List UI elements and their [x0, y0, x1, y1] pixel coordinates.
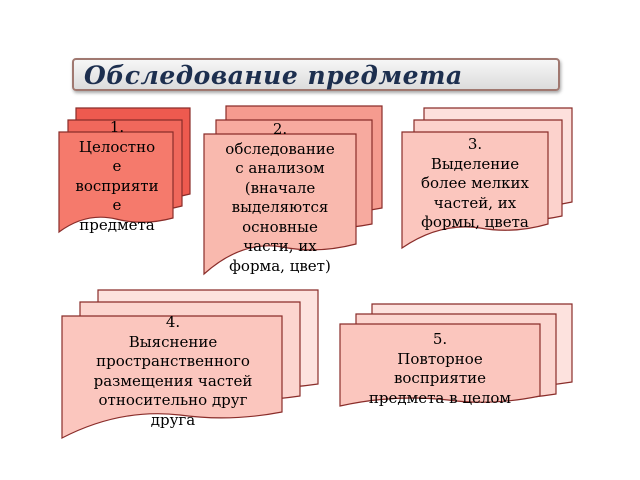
- step-4-card-stack: [60, 288, 320, 444]
- step-5-card-stack: [338, 302, 574, 412]
- step-2-card-stack: [202, 104, 384, 288]
- diagram-title: Обследование предмета: [84, 61, 463, 90]
- step-3-card-stack: [400, 106, 574, 256]
- step-4-text: 4. Выяснение пространственного размещения частей относительно друг друга: [93, 313, 253, 429]
- step-2-text: 2. обследование с анализом (вначале выделяются основные части, их форма, цвет): [225, 120, 335, 275]
- title-banner: [72, 58, 560, 91]
- step-3-text: 3. Выделение более мелких частей, их формы, цвета: [420, 135, 530, 231]
- step-1-card-stack: [58, 106, 192, 246]
- step-1-text: 1. Целостно е восприяти е предмета: [75, 118, 159, 234]
- step-5-text: 5. Повторное восприятие предмета в целом: [368, 330, 512, 407]
